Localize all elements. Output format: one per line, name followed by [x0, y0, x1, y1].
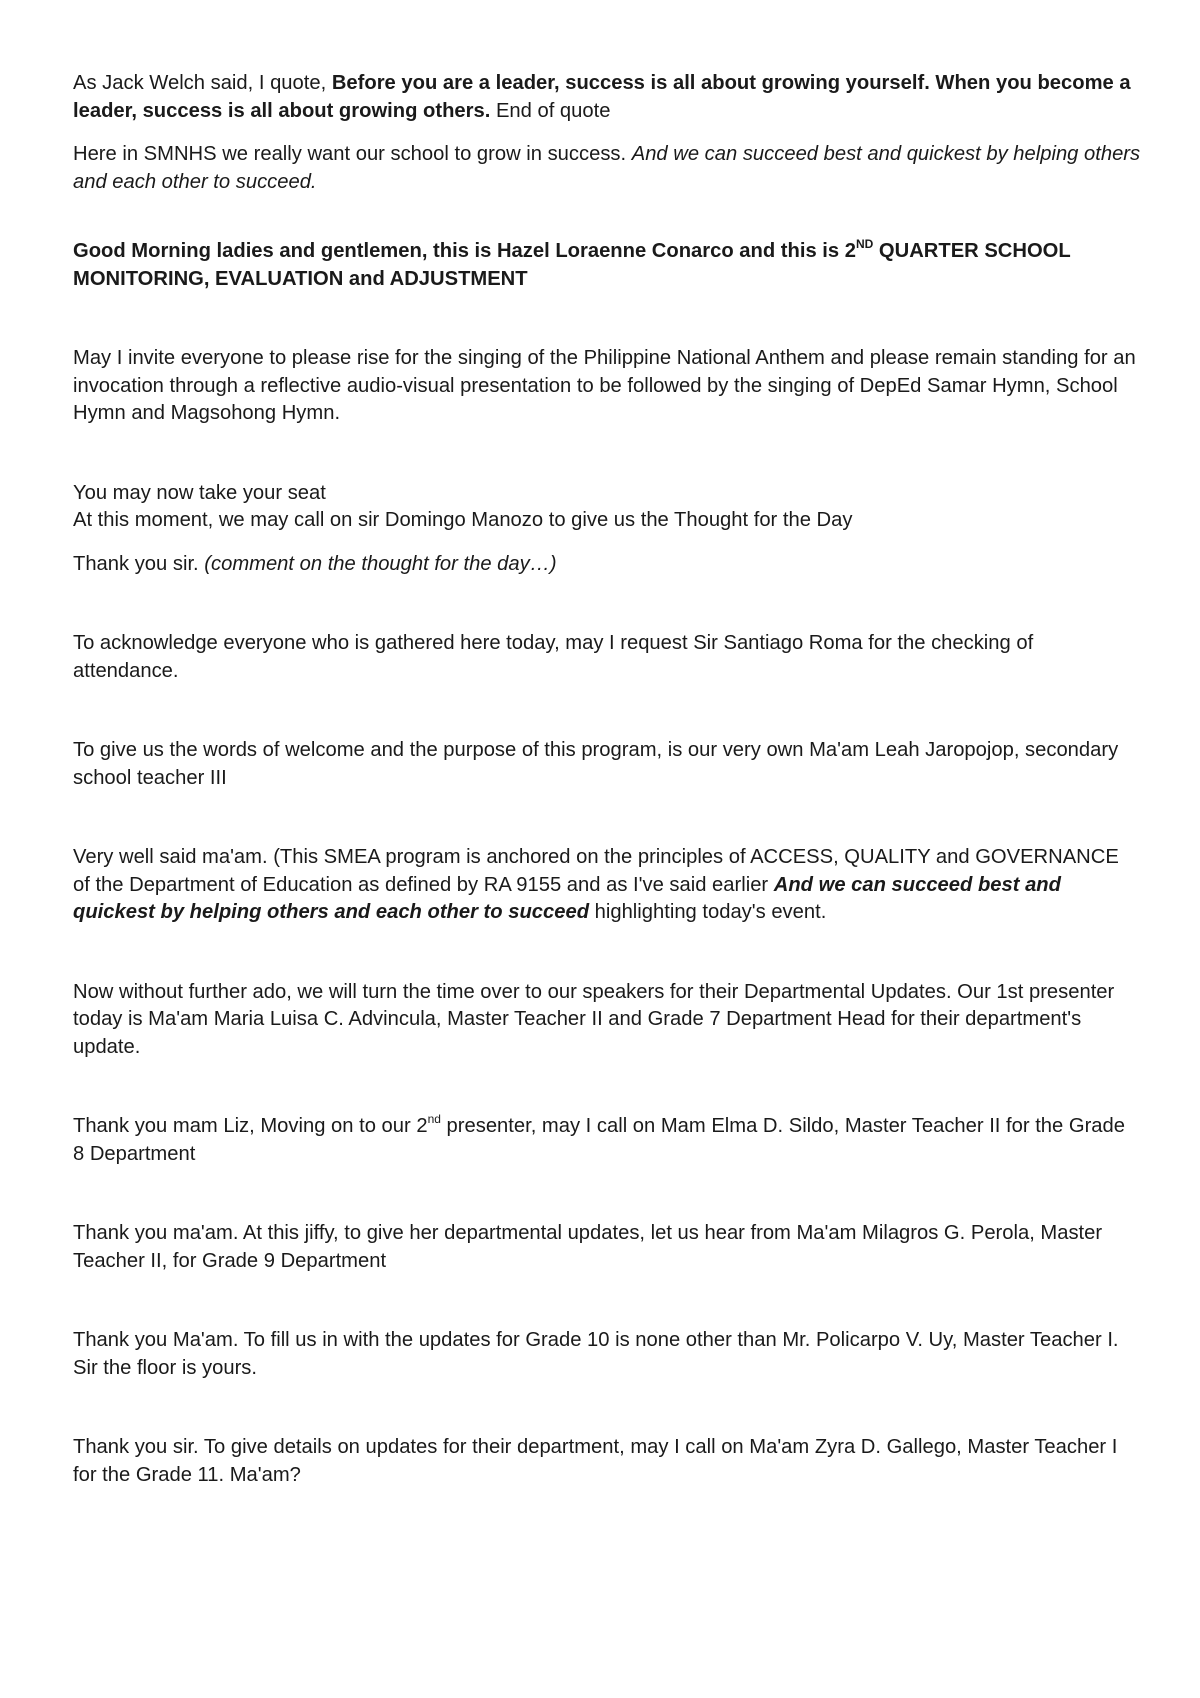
smnhs-italic-text: And we can succeed best and quickest by helping others and each other to succeed.	[73, 143, 1141, 193]
thanks-comment: (comment on the thought for the day…)	[204, 552, 557, 575]
spacer	[73, 578, 1141, 630]
second-presenter-text: Thank you mam Liz, Moving on to our 2	[73, 1115, 428, 1137]
paragraph-first-presenter: Now without further ado, we will turn the time over to our speakers for their Departmental Updates. Our 1st presenter today is Ma'am Maria Luisa C. Advincula, Master Teacher II and Grade 7 Department Head for their department's update.	[73, 980, 1115, 1058]
paragraph-national-anthem: May I invite everyone to please rise for the singing of the Philippine National Anthem and please remain standing for an invocation through a reflective audio-visual presentation to be followed by the singing of DepEd Samar Hymn, School Hymn and Magsohong Hymn.	[73, 347, 1136, 424]
paragraph-take-seat: You may now take your seat	[73, 481, 326, 504]
spacer	[73, 1168, 1141, 1220]
greeting-text: Good Morning ladies and gentlemen, this is Hazel Loraenne Conarco and this is 2	[73, 240, 856, 262]
spacer	[73, 1275, 1141, 1327]
paragraph-greeting-heading	[73, 238, 1141, 293]
spacer	[73, 685, 1141, 737]
paragraph-grade-11: Thank you sir. To give details on updates for their department, may I call on Ma'am Zyra D. Gallego, Master Teacher I for the Grade 11. Ma'am?	[73, 1436, 1118, 1486]
paragraph-thank-you-sir	[73, 551, 1141, 579]
quote-text: Before you are a leader, success is all about growing yourself. When you become a leader, success is all about growing others.	[73, 72, 1131, 122]
paragraph-welcome-speech: To give us the words of welcome and the purpose of this program, is our very own Ma'am Leah Jaropojop, secondary school teacher III	[73, 739, 1119, 789]
second-presenter-superscript: nd	[427, 1112, 441, 1126]
greeting-superscript: ND	[855, 237, 874, 251]
spacer	[73, 196, 1141, 238]
greeting-title: QUARTER SCHOOL MONITORING, EVALUATION and ADJUSTMENT	[73, 240, 1071, 290]
quote-end: End of quote	[490, 99, 611, 122]
smnhs-text: Here in SMNHS we really want our school to grow in success.	[73, 143, 632, 165]
paragraph-grade-9: Thank you ma'am. At this jiffy, to give her departmental updates, let us hear from Ma'am Milagros G. Perola, Master Teacher II, for Grade 9 Department	[73, 1222, 1103, 1272]
spacer	[73, 428, 1141, 480]
paragraph-thought-for-the-day: At this moment, we may call on sir Domingo Manozo to give us the Thought for the Day	[73, 509, 853, 531]
spacer	[73, 792, 1141, 844]
spacer	[73, 535, 1141, 551]
paragraph-grade-10: Thank you Ma'am. To fill us in with the updates for Grade 10 is none other than Mr. Policarpo V. Uy, Master Teacher I. Sir the floor is yours.	[73, 1329, 1119, 1379]
spacer	[73, 1382, 1141, 1434]
document-body	[73, 70, 1141, 1489]
quote-intro: As Jack Welch said, I quote,	[73, 72, 332, 94]
paragraph-second-presenter	[73, 1113, 1141, 1168]
smea-end: highlighting today's event.	[589, 901, 827, 923]
second-presenter-rest: presenter, may I call on Mam Elma D. Sildo, Master Teacher II for the Grade 8 Department	[73, 1115, 1125, 1165]
spacer	[73, 293, 1141, 345]
smea-text: Very well said ma'am. (This SMEA program is anchored on the principles of ACCESS, QUALITY and GOVERNANCE of the Department of Education as defined by RA 9155 and as I've said earlier	[73, 846, 1119, 896]
spacer	[73, 125, 1141, 141]
spacer	[73, 927, 1141, 979]
paragraph-smnhs-success	[73, 141, 1141, 196]
smea-emphasis: And we can succeed best and quickest by helping others and each other to succeed	[73, 873, 1061, 923]
thanks-text: Thank you sir.	[73, 552, 205, 575]
paragraph-attendance: To acknowledge everyone who is gathered here today, may I request Sir Santiago Roma for the checking of attendance.	[73, 632, 1034, 682]
paragraph-jack-welch-quote	[73, 70, 1141, 125]
paragraph-smea-program	[73, 844, 1141, 927]
spacer	[73, 1061, 1141, 1113]
